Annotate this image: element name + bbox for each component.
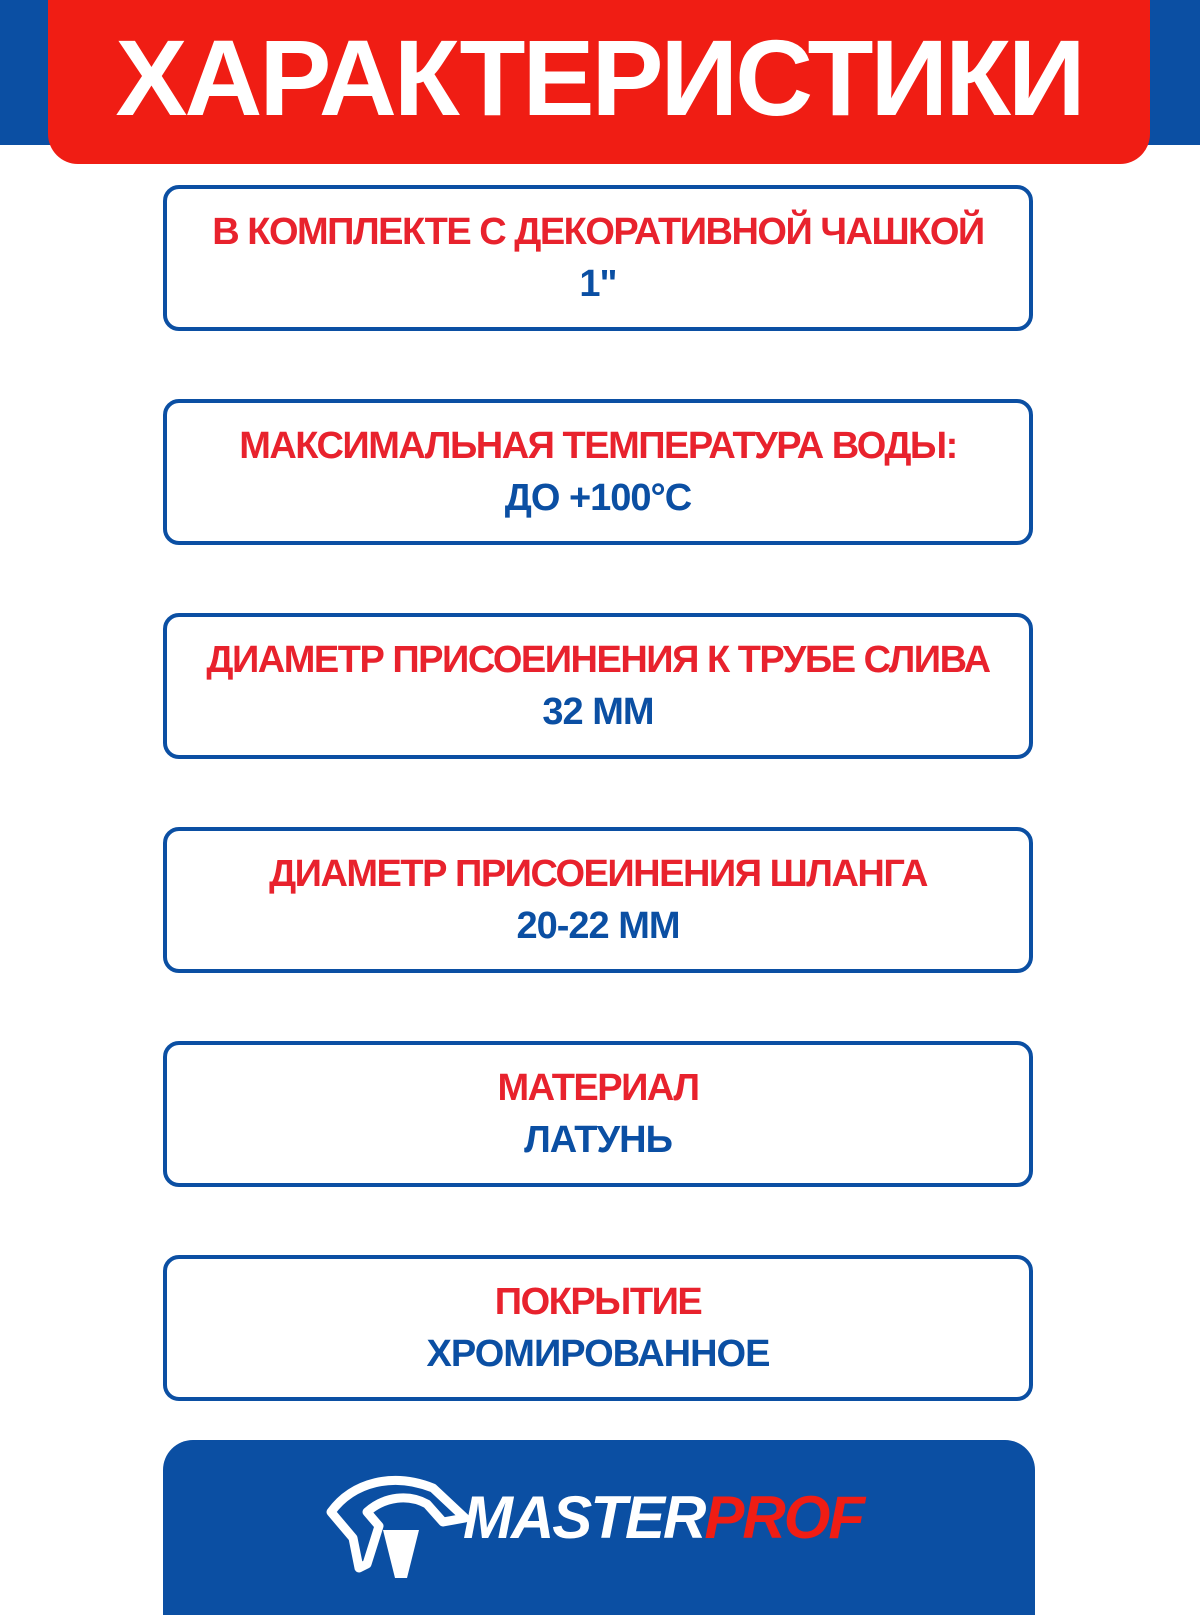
spec-label: В КОМПЛЕКТЕ С ДЕКОРАТИВНОЙ ЧАШКОЙ: [212, 211, 984, 253]
spec-value: ХРОМИРОВАННОЕ: [426, 1333, 770, 1375]
spec-value: 20-22 ММ: [516, 905, 680, 947]
wrench-logo-icon: [323, 1460, 473, 1590]
spec-card-hose-diameter: [163, 827, 1033, 973]
spec-card-temperature: [163, 399, 1033, 545]
spec-card-cup: [163, 185, 1033, 331]
brand-part-master: MASTER: [463, 1484, 705, 1551]
brand-wordmark: [463, 1484, 864, 1551]
brand-part-prof: PROF: [704, 1484, 864, 1551]
spec-label: ПОКРЫТИЕ: [494, 1281, 702, 1323]
spec-label: МАТЕРИАЛ: [497, 1067, 699, 1109]
spec-label: ДИАМЕТР ПРИСОЕИНЕНИЯ К ТРУБЕ СЛИВА: [206, 639, 990, 681]
spec-card-drain-diameter: [163, 613, 1033, 759]
spec-value: ЛАТУНЬ: [524, 1119, 672, 1161]
spec-label: МАКСИМАЛЬНАЯ ТЕМПЕРАТУРА ВОДЫ:: [239, 425, 957, 467]
brand-footer: [163, 1440, 1035, 1615]
header-banner: [48, 0, 1150, 164]
spec-card-material: [163, 1041, 1033, 1187]
spec-label: ДИАМЕТР ПРИСОЕИНЕНИЯ ШЛАНГА: [269, 853, 927, 895]
spec-card-coating: [163, 1255, 1033, 1401]
spec-value: 32 ММ: [542, 691, 654, 733]
spec-value: 1": [579, 263, 617, 305]
spec-value: ДО +100°С: [504, 477, 692, 519]
page-title: ХАРАКТЕРИСТИКИ: [115, 17, 1083, 138]
